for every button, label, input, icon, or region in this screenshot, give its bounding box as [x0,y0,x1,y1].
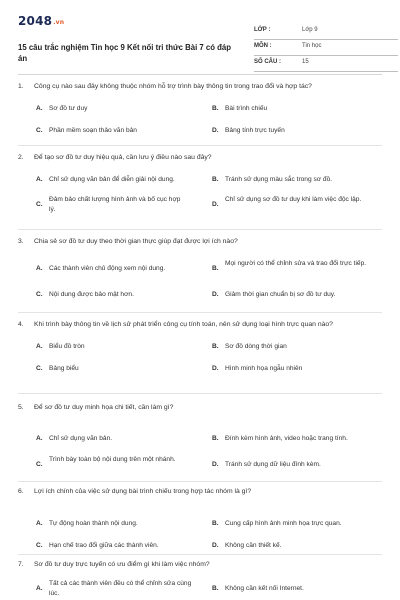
option-label: C. [36,365,43,372]
option-label: A. [36,520,43,527]
option-label: A. [36,585,43,592]
option-label: D. [212,201,219,208]
option-text: Cung cấp hình ảnh minh họa trực quan. [225,520,342,527]
option-label: C. [36,127,43,134]
option-d[interactable] [212,195,382,208]
question-divider [18,312,382,313]
site-logo[interactable] [18,14,64,28]
option-text: Hạn chế trao đổi giữa các thành viên. [49,542,159,549]
question-text: Lợi ích chính của việc sử dụng bài trình chiếu trong hợp tác nhóm là gì? [34,488,252,495]
option-c[interactable] [36,126,206,136]
option-a[interactable] [36,519,206,529]
option-a[interactable] [36,264,206,274]
header-divider [18,74,382,75]
question-text: Khi trình bày thông tin về lịch sử phát triển công cụ tính toán, nên sử dụng loại hình trực quan nào? [34,321,333,328]
option-a[interactable] [36,579,196,598]
option-text: Bảng tính trực tuyến [225,127,285,134]
question-number: 5. [18,404,24,411]
option-text: Đảm bảo chất lượng hình ảnh và bố cục hợp lý. [49,196,181,213]
meta-value: 15 [302,59,309,65]
question-divider [18,554,382,555]
option-label: B. [212,520,219,527]
question-divider [18,481,382,482]
question-number: 7. [18,561,24,568]
question-stem [18,237,382,247]
option-label: A. [36,176,43,183]
option-text: Trình bày toàn bộ nội dung trên một nhánh. [49,456,176,463]
option-d[interactable] [212,541,382,551]
question-3 [18,237,382,298]
question-number: 1. [18,83,24,90]
question-number: 6. [18,488,24,495]
question-divider [18,393,382,394]
option-text: Sơ đồ dòng thời gian [225,343,287,350]
option-c[interactable] [36,541,206,551]
question-text: Để tạo sơ đồ tư duy hiệu quả, cần lưu ý điều nào sau đây? [34,154,212,161]
option-label: D. [212,542,219,549]
option-a[interactable] [36,104,206,114]
option-text: Không cần thiết kế. [225,542,282,549]
option-text: Chỉ sử dụng văn bản. [49,435,113,442]
option-text: Tất cả các thành viên đều có thể chỉnh sửa cùng lúc. [49,580,192,597]
logo-text: 2048 [18,14,53,28]
option-text: Đính kèm hình ảnh, video hoặc trang tính. [225,435,348,442]
option-label: A. [36,105,43,112]
question-divider [18,145,382,146]
option-text: Tránh sử dụng màu sắc trong sơ đồ. [225,176,333,183]
meta-key: SỐ CÂU : [254,59,281,65]
option-label: C. [36,461,43,468]
question-text: Để sơ đồ tư duy minh họa chi tiết, cần làm gì? [34,404,174,411]
option-a[interactable] [36,175,206,185]
option-b[interactable] [212,584,382,594]
option-c[interactable] [36,195,186,214]
option-text: Biểu đồ tròn [49,343,85,350]
question-text: Sơ đồ tư duy trực tuyến có ưu điểm gì khi làm việc nhóm? [34,561,210,568]
option-label: D. [212,461,219,468]
option-label: B. [212,585,219,592]
option-label: C. [36,542,43,549]
meta-info [254,24,398,72]
meta-key: MÔN : [254,43,272,49]
meta-value: Lớp 9 [302,27,318,33]
option-text: Nội dung được bảo mật hơn. [49,291,134,298]
meta-row-count [254,56,398,72]
question-4 [18,320,382,372]
option-text: Chỉ sử dụng văn bản để diễn giải nội dung. [49,176,175,183]
option-text: Hình minh họa ngẫu nhiên [225,365,303,372]
page-header [18,12,384,72]
option-label: A. [36,343,43,350]
option-label: B. [212,435,219,442]
option-d[interactable] [212,364,382,374]
option-c[interactable] [36,364,206,374]
question-divider [18,229,382,230]
option-d[interactable] [212,126,382,136]
option-text: Bài trình chiếu [225,105,268,112]
option-label: B. [212,265,219,272]
option-b[interactable] [212,175,382,185]
option-label: B. [212,176,219,183]
option-text: Phần mềm soạn thảo văn bản [49,127,137,134]
question-stem [18,403,382,413]
option-label: A. [36,265,43,272]
option-label: A. [36,435,43,442]
question-stem [18,153,382,163]
option-label: C. [36,201,43,208]
option-b[interactable] [212,259,382,272]
option-label: B. [212,343,219,350]
option-c[interactable] [36,455,196,468]
question-1 [18,82,382,134]
option-text: Mọi người có thể chỉnh sửa và trao đổi trực tiếp. [225,260,367,267]
option-text: Các thành viên chủ động xem nội dung. [49,265,166,272]
option-a[interactable] [36,434,206,444]
option-b[interactable] [212,519,382,529]
question-text: Chia sẻ sơ đồ tư duy theo thời gian thực giúp đạt được lợi ích nào? [34,238,238,245]
option-d[interactable] [212,460,382,470]
option-label: D. [212,365,219,372]
option-text: Giảm thời gian chuẩn bị sơ đồ tư duy. [225,291,336,298]
question-2 [18,153,382,213]
option-text: Sơ đồ tư duy [49,105,88,112]
question-stem [18,487,382,497]
question-number: 3. [18,238,24,245]
question-number: 2. [18,154,24,161]
option-text: Tự động hoàn thành nội dung. [49,520,138,527]
logo-suffix: .vn [53,19,65,26]
option-d[interactable] [212,290,382,300]
question-7 [18,560,382,597]
question-stem [18,82,382,92]
option-text: Không cần kết nối Internet. [225,585,304,592]
meta-row-class [254,24,398,40]
meta-value: Tin học [302,43,322,49]
question-5 [18,403,382,468]
meta-row-subject [254,40,398,56]
option-label: D. [212,291,219,298]
option-b[interactable] [212,342,382,352]
option-a[interactable] [36,342,206,352]
question-number: 4. [18,321,24,328]
option-text: Chỉ sử dụng sơ đồ tư duy khi làm việc độc lập. [225,196,362,203]
option-label: B. [212,105,219,112]
option-text: Tránh sử dụng dữ liệu đính kèm. [225,461,321,468]
option-b[interactable] [212,434,382,444]
option-c[interactable] [36,290,206,300]
question-text: Công cụ nào sau đây không thuộc nhóm hỗ trợ trình bày thông tin trong trao đổi và hợp tác? [34,83,312,90]
page-title: 15 câu trắc nghiệm Tin học 9 Kết nối tri thức Bài 7 có đáp án [18,43,232,63]
question-stem [18,560,382,570]
option-text: Bảng biểu [49,365,79,372]
question-stem [18,320,382,330]
option-b[interactable] [212,104,382,114]
option-label: C. [36,291,43,298]
option-label: D. [212,127,219,134]
meta-key: LỚP : [254,27,271,33]
question-6 [18,487,382,549]
